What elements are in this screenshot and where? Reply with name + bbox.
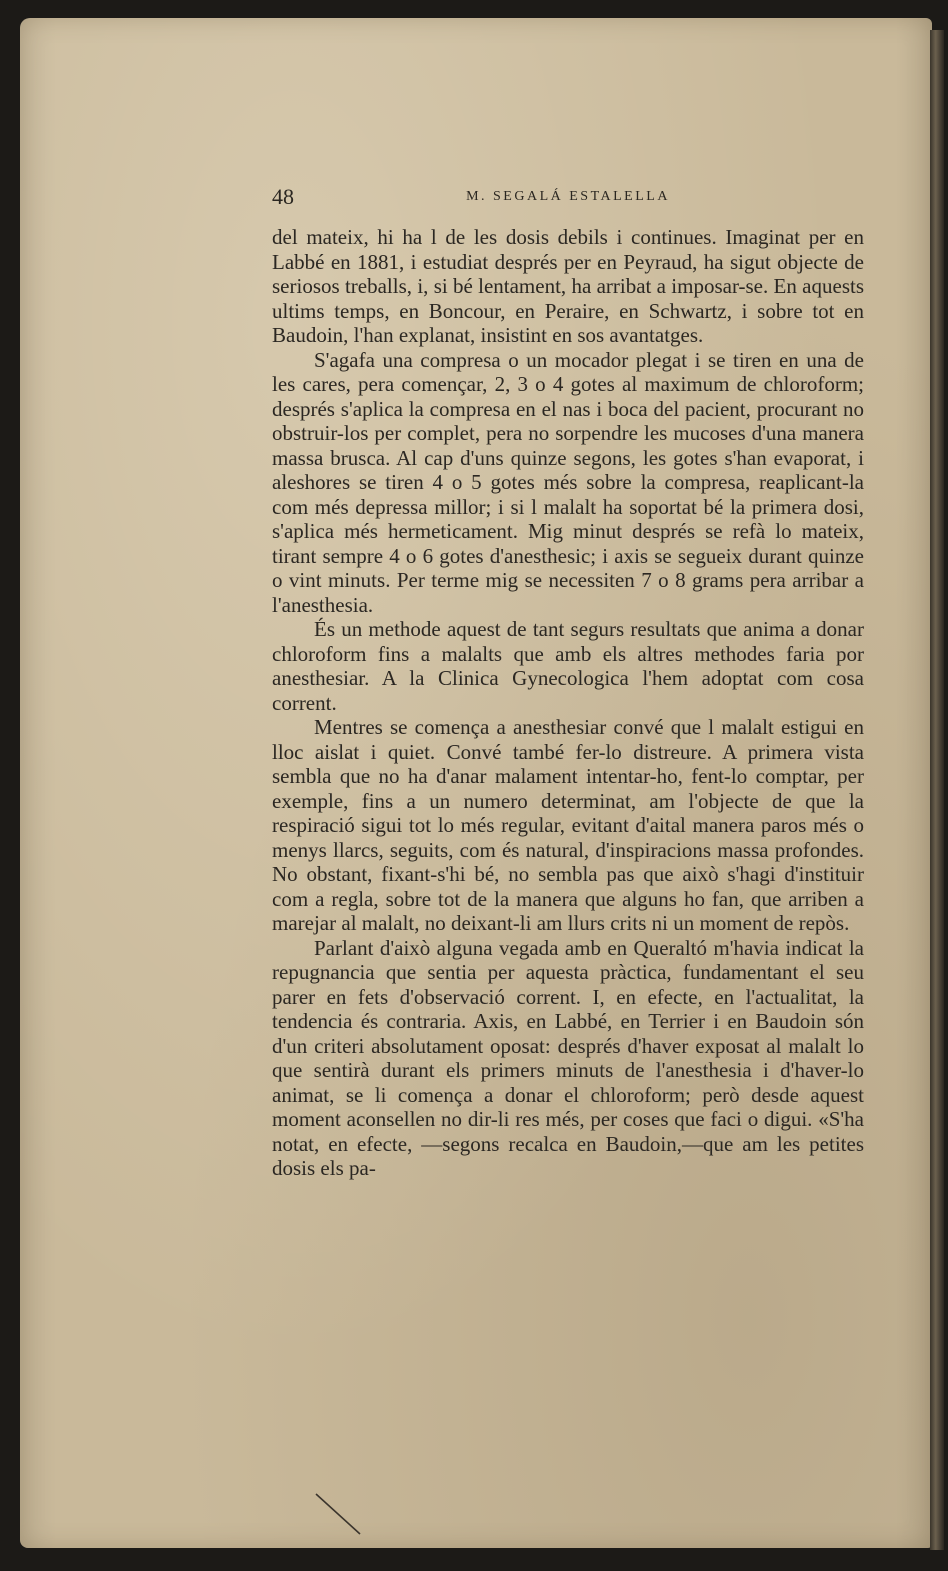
running-title: M. SEGALÁ ESTALELLA	[466, 189, 670, 204]
page-number: 48	[272, 184, 294, 209]
paragraph-3: És un methode aquest de tant segurs resultats que anima a donar chloroform fins a malalts que amb els altres methodes faria por anesthesiar. A la Clinica Gynecologica l'hem adoptat com cosa corrent.	[272, 617, 864, 715]
body-text	[272, 225, 864, 1181]
page-header	[272, 183, 864, 211]
page-edge	[930, 30, 944, 1550]
paragraph-5: Parlant d'això alguna vegada amb en Queraltó m'havia indicat la repugnancia que sentia per aquesta pràctica, fundamentant el seu parer en fets d'observació corrent. I, en efecte, en l'actualitat, la tendencia és contraria. Axis, en Labbé, en Terrier i en Baudoin són d'un criteri absolutament oposat: després d'haver exposat al malalt lo que sentirà durant els primers minuts de l'anesthesia i d'haver-lo animat, se li comença a donar el chloroform; però desde aquest moment aconsellen no dir-li res més, per coses que faci o digui. «S'ha notat, en efecte, —segons recalca en Baudoin,—que am les petites dosis els pa-	[272, 935, 864, 1180]
paragraph-2: S'agafa una compresa o un mocador plegat i se tiren en una de les cares, pera començar, 2, 3 o 4 gotes al maximum de chloroform; després s'aplica la compresa en el nas i boca del pacient, procurant no obstruir-los per complet, pera no sorpendre les mucoses d'una manera massa brusca. Al cap d'uns quinze segons, les gotes s'han evaporat, i aleshores se tiren 4 o 5 gotes més sobre la compresa, reaplicant-la com més depressa millor; i si l malalt ha soportat bé la primera dosi, s'aplica més hermeticament. Mig minut després se refà lo mateix, tirant sempre 4 o 6 gotes d'anesthesic; i axis se segueix durant quinze o vint minuts. Per terme mig se necessiten 7 o 8 grams pera arribar a l'anesthesia.	[272, 347, 864, 617]
pencil-stroke-mark	[312, 1490, 382, 1540]
paragraph-1: del mateix, hi ha l de les dosis debils i continues. Imaginat per en Labbé en 1881, i estudiat després per en Peyraud, ha sigut objecte de seriosos treballs, i, si bé lentament, ha arribat a imposar-se. En aquests ultims temps, en Boncour, en Peraire, en Schwartz, i sobre tot en Baudoin, l'han explanat, insistint en sos avantatges.	[272, 225, 864, 347]
paragraph-4: Mentres se comença a anesthesiar convé que l malalt estigui en lloc aislat i quiet. Convé també fer-lo distreure. A primera vista sembla que no ha d'anar malament intentar-ho, fent-lo comptar, per exemple, fins a un numero determinat, am l'objecte de que la respiració sigui tot lo més regular, evitant d'aital manera paros més o menys llarcs, seguits, com és natural, d'inspiracions massa profondes. No obstant, fixant-s'hi bé, no sembla pas que això s'hagi d'instituir com a regla, sobre tot de la manera que alguns ho fan, que arriben a marejar al malalt, no deixant-li am llurs crits ni un moment de repòs.	[272, 715, 864, 935]
